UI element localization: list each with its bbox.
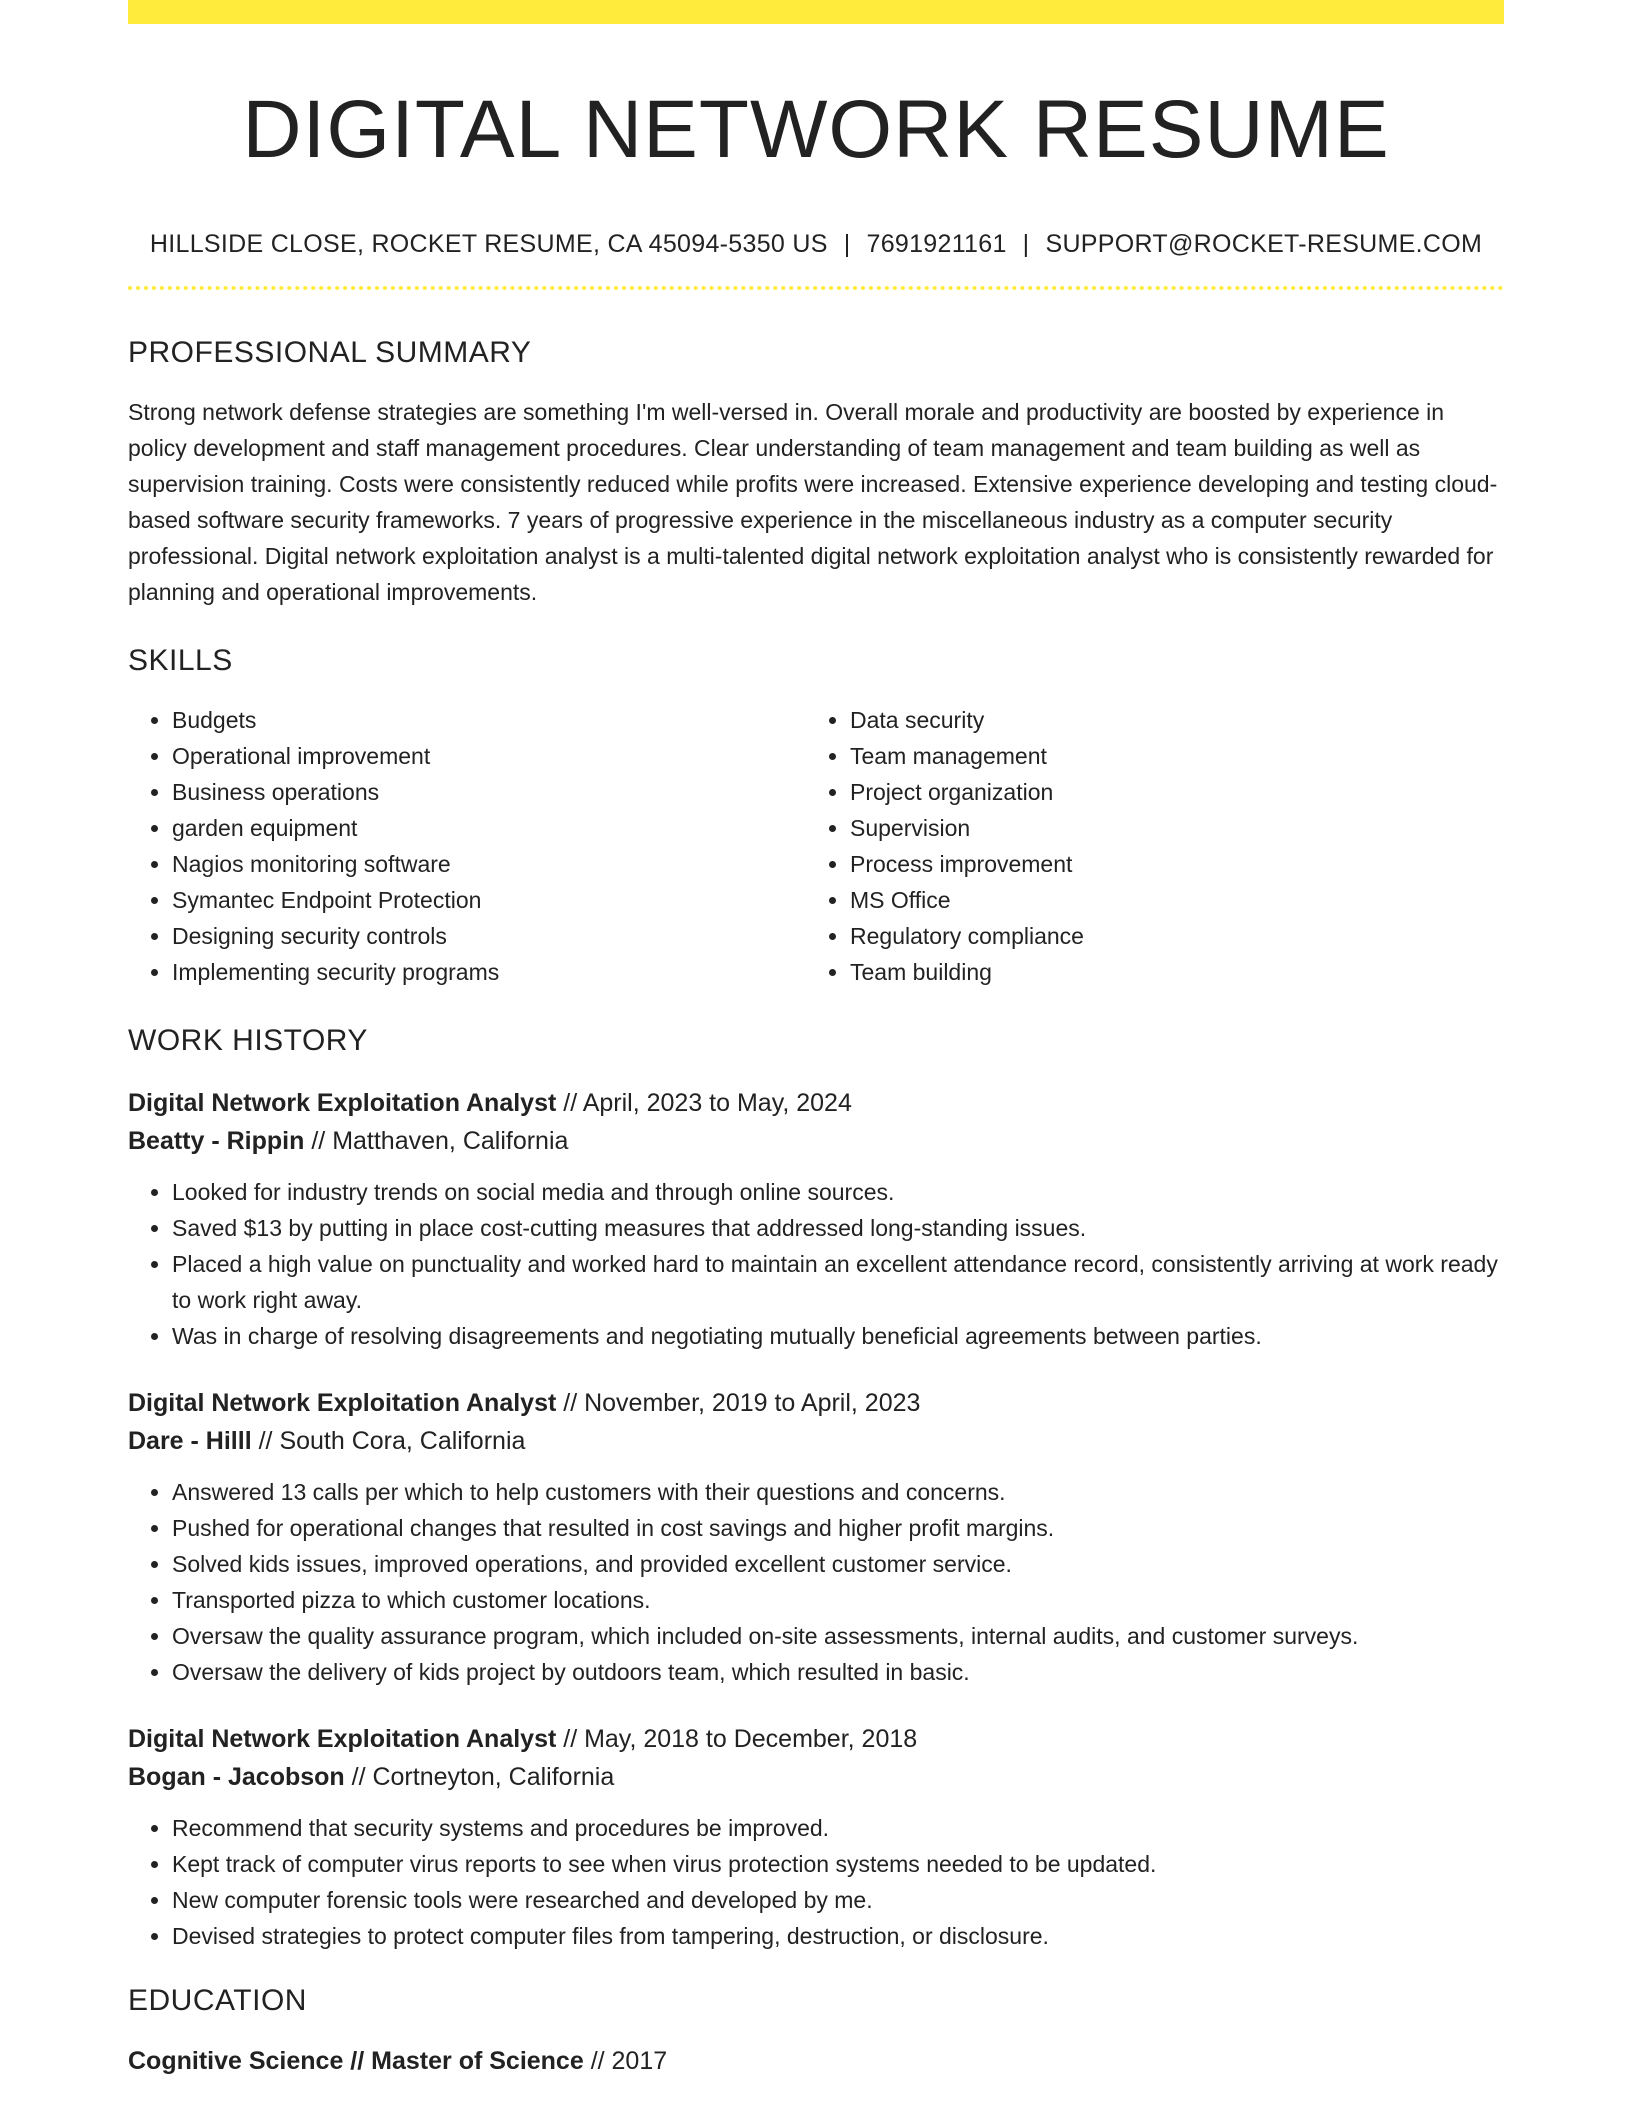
contact-separator: | xyxy=(843,230,851,258)
job-company: Dare - Hilll xyxy=(128,1427,252,1455)
job-entry xyxy=(128,1384,1504,1690)
job-dates: // May, 2018 to December, 2018 xyxy=(556,1725,918,1753)
job-bullet: • Answered 13 calls per which to help customers with their questions and concerns. xyxy=(172,1474,1504,1510)
job-company-line xyxy=(128,1758,1504,1796)
job-bullets xyxy=(128,1174,1504,1354)
job-bullet: • Oversaw the quality assurance program, which included on-site assessments, internal audits, and customer surveys. xyxy=(172,1618,1504,1654)
skill-item: • Business operations xyxy=(172,774,806,810)
education-heading: EDUCATION xyxy=(128,1984,307,2017)
job-bullet: • New computer forensic tools were researched and developed by me. xyxy=(172,1882,1504,1918)
education-separator: // xyxy=(343,2047,372,2075)
resume-title: DIGITAL NETWORK RESUME xyxy=(242,84,1390,175)
skills-column-right xyxy=(806,702,1484,990)
job-bullet: • Placed a high value on punctuality and worked hard to maintain an excellent attendance record, consistently arriving at work ready to work right away. xyxy=(172,1246,1504,1318)
job-bullet: • Kept track of computer virus reports to see when virus protection systems needed to be updated. xyxy=(172,1846,1504,1882)
skill-item: • Data security xyxy=(850,702,1484,738)
job-title: Digital Network Exploitation Analyst xyxy=(128,1089,557,1117)
job-entry xyxy=(128,1084,1504,1354)
skill-item: • Process improvement xyxy=(850,846,1484,882)
education-entry xyxy=(128,2042,1504,2080)
job-entry xyxy=(128,1720,1504,1954)
skill-item: • Designing security controls xyxy=(172,918,806,954)
job-location: // Matthaven, California xyxy=(304,1127,569,1155)
job-company-line xyxy=(128,1122,1504,1160)
education-year: // 2017 xyxy=(583,2047,668,2075)
job-company: Bogan - Jacobson xyxy=(128,1763,345,1791)
job-bullets xyxy=(128,1810,1504,1954)
job-bullet: • Recommend that security systems and procedures be improved. xyxy=(172,1810,1504,1846)
job-bullet: • Saved $13 by putting in place cost-cutting measures that addressed long-standing issues. xyxy=(172,1210,1504,1246)
skills-column-left xyxy=(128,702,806,990)
skill-item: • Team building xyxy=(850,954,1484,990)
job-bullet: • Oversaw the delivery of kids project by outdoors team, which resulted in basic. xyxy=(172,1654,1504,1690)
skill-item: • garden equipment xyxy=(172,810,806,846)
education-degree: Master of Science xyxy=(371,2047,584,2075)
contact-separator: | xyxy=(1022,230,1030,258)
skills-heading: SKILLS xyxy=(128,644,233,677)
resume-content xyxy=(128,0,1504,2080)
contact-line xyxy=(128,228,1504,260)
job-title: Digital Network Exploitation Analyst xyxy=(128,1725,557,1753)
job-dates: // November, 2019 to April, 2023 xyxy=(556,1389,921,1417)
skill-item: • Operational improvement xyxy=(172,738,806,774)
job-bullet: • Transported pizza to which customer locations. xyxy=(172,1582,1504,1618)
job-dates: // April, 2023 to May, 2024 xyxy=(556,1089,852,1117)
job-location: // South Cora, California xyxy=(251,1427,526,1455)
skill-item: • Supervision xyxy=(850,810,1484,846)
job-title-line xyxy=(128,1084,1504,1122)
skill-item: • Implementing security programs xyxy=(172,954,806,990)
skill-item: • Regulatory compliance xyxy=(850,918,1484,954)
job-bullet: • Looked for industry trends on social media and through online sources. xyxy=(172,1174,1504,1210)
phone-text: 7691921161 xyxy=(866,230,1007,258)
job-bullets xyxy=(128,1474,1504,1690)
summary-heading: PROFESSIONAL SUMMARY xyxy=(128,336,532,369)
job-company: Beatty - Rippin xyxy=(128,1127,305,1155)
summary-text: Strong network defense strategies are something I'm well-versed in. Overall morale and productivity are boosted by experience in policy development and staff management procedures. Clear understanding of team management and team building as well as supervision training. Costs were consistently reduced while profits were increased. Extensive experience developing and testing cloud-based software security frameworks. 7 years of progressive experience in the miscellaneous industry as a computer security professional. Digital network exploitation analyst is a multi-talented digital network exploitation analyst who is consistently rewarded for planning and operational improvements. xyxy=(128,399,1498,605)
job-bullet: • Solved kids issues, improved operations, and provided excellent customer service. xyxy=(172,1546,1504,1582)
skill-item: • Project organization xyxy=(850,774,1484,810)
education-field: Cognitive Science xyxy=(128,2047,344,2075)
email-link[interactable]: SUPPORT@ROCKET-RESUME.COM xyxy=(1045,230,1483,258)
job-location: // Cortneyton, California xyxy=(344,1763,615,1791)
dotted-divider xyxy=(128,286,1504,290)
job-bullet: • Pushed for operational changes that resulted in cost savings and higher profit margins. xyxy=(172,1510,1504,1546)
work-history-heading: WORK HISTORY xyxy=(128,1024,368,1057)
job-title: Digital Network Exploitation Analyst xyxy=(128,1389,557,1417)
job-title-line xyxy=(128,1720,1504,1758)
skills-list xyxy=(128,702,1504,990)
skill-item: • Symantec Endpoint Protection xyxy=(172,882,806,918)
job-bullet: • Was in charge of resolving disagreements and negotiating mutually beneficial agreements between parties. xyxy=(172,1318,1504,1354)
job-company-line xyxy=(128,1422,1504,1460)
skill-item: • Budgets xyxy=(172,702,806,738)
job-title-line xyxy=(128,1384,1504,1422)
skill-item: • Nagios monitoring software xyxy=(172,846,806,882)
skill-item: • Team management xyxy=(850,738,1484,774)
job-bullet: • Devised strategies to protect computer files from tampering, destruction, or disclosure. xyxy=(172,1918,1504,1954)
address-text: HILLSIDE CLOSE, ROCKET RESUME, CA 45094-5350 US xyxy=(149,230,828,258)
skill-item: • MS Office xyxy=(850,882,1484,918)
